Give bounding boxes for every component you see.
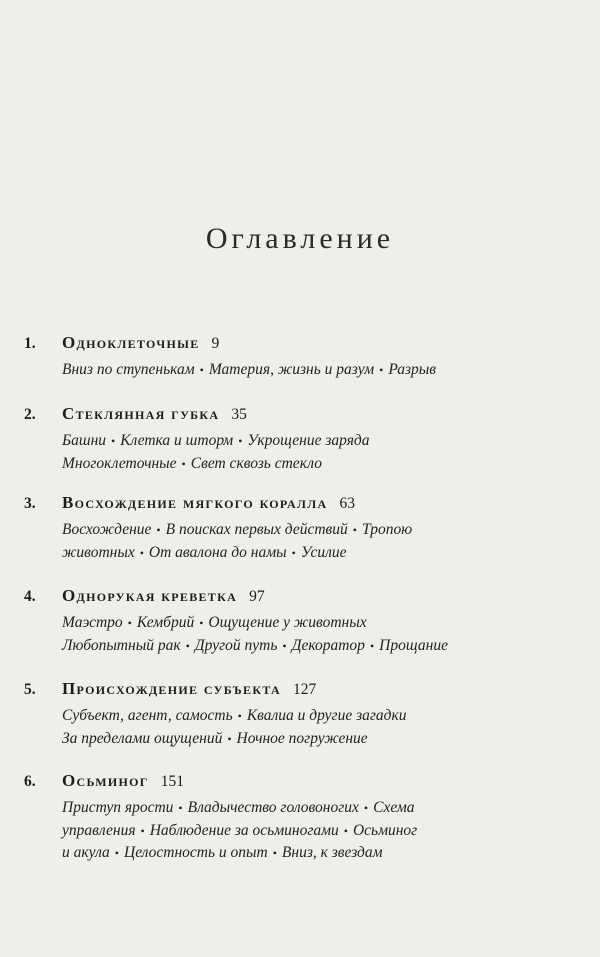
section-title: Субъект, агент, самость — [62, 707, 233, 724]
chapter-sections — [62, 797, 578, 865]
section-title: Вниз, к звездам — [281, 844, 383, 861]
chapter-sections — [62, 612, 578, 657]
section-title: Клетка и шторм — [120, 432, 234, 449]
section-line — [62, 430, 578, 453]
section-title: Свет сквозь стекло — [190, 454, 322, 472]
bullet-separator: • — [237, 709, 242, 723]
chapter-number: 1. — [24, 335, 36, 352]
bullet-separator: • — [111, 434, 116, 448]
section-title: Схема — [373, 799, 415, 816]
chapter-title: Осьминог — [62, 771, 149, 790]
section-title: Осьминог — [352, 821, 418, 839]
chapter-page-number: 97 — [249, 588, 265, 605]
section-title: Приступ ярости — [62, 799, 174, 816]
chapter-page-number: 9 — [211, 335, 220, 352]
section-line — [62, 820, 578, 843]
bullet-separator: • — [156, 523, 161, 537]
chapter-sections — [62, 430, 578, 475]
chapter-number: 6. — [24, 773, 36, 790]
section-title: Маэстро — [62, 614, 123, 631]
bullet-separator: • — [379, 363, 384, 377]
section-title: Материя, жизнь и разум — [208, 361, 375, 378]
section-title: Вниз по ступенькам — [62, 361, 195, 378]
bullet-separator: • — [343, 823, 348, 838]
bullet-separator: • — [369, 638, 375, 653]
section-title: Владычество головоногих — [187, 799, 359, 816]
section-title: и акула — [62, 844, 110, 861]
section-line — [62, 359, 578, 382]
chapter-title: Происхождение субъекта — [62, 679, 281, 698]
bullet-separator: • — [199, 616, 204, 630]
chapter-sections — [62, 519, 578, 564]
section-line — [62, 612, 578, 635]
section-title: Декоратор — [291, 636, 365, 654]
chapter-page-number: 151 — [160, 773, 184, 790]
section-title: Любопытный рак — [62, 636, 181, 654]
section-line — [62, 542, 578, 565]
section-title: Ночное погружение — [236, 729, 368, 747]
chapter-heading — [18, 770, 578, 793]
chapter-heading — [18, 332, 578, 355]
chapter-number: 3. — [24, 495, 36, 512]
section-title: Многоклеточные — [62, 454, 177, 472]
chapter-title: Стеклянная губка — [62, 404, 220, 423]
section-title: Тропою — [361, 521, 413, 538]
section-title: От авалона до намы — [148, 543, 287, 561]
section-title: Прощание — [379, 636, 448, 654]
page-title: Оглавление — [205, 222, 395, 255]
bullet-separator: • — [291, 545, 296, 560]
bullet-separator: • — [227, 731, 232, 746]
section-title: управления — [62, 821, 136, 839]
section-line — [62, 453, 578, 476]
chapter-heading — [18, 678, 578, 701]
section-title: животных — [62, 543, 135, 561]
chapter-page-number: 127 — [293, 681, 317, 698]
toc-chapter-4 — [18, 585, 578, 657]
chapter-heading — [18, 585, 578, 608]
section-line — [62, 797, 578, 820]
section-title: Другой путь — [194, 636, 278, 654]
section-title: Укрощение заряда — [247, 432, 370, 449]
chapter-title: Одноклеточные — [62, 333, 200, 352]
toc-chapter-2 — [18, 403, 578, 475]
bullet-separator: • — [140, 823, 145, 838]
chapter-sections — [62, 705, 578, 750]
section-title: Башни — [62, 432, 107, 449]
chapter-title: Восхождение мягкого коралла — [62, 493, 328, 512]
chapter-page-number: 35 — [231, 406, 247, 423]
bullet-separator: • — [114, 846, 119, 860]
section-title: Кембрий — [136, 614, 195, 631]
chapter-number: 4. — [24, 588, 36, 605]
bullet-separator: • — [363, 801, 369, 815]
section-title: Квалиа и другие загадки — [246, 707, 407, 724]
chapter-page-number: 63 — [339, 495, 355, 512]
bullet-separator: • — [181, 456, 186, 471]
bullet-separator: • — [282, 638, 287, 653]
section-line — [62, 728, 578, 751]
bullet-separator: • — [139, 545, 144, 560]
chapter-heading — [18, 403, 578, 426]
bullet-separator: • — [127, 616, 132, 630]
section-title: За пределами ощущений — [62, 729, 223, 747]
toc-chapter-3 — [18, 492, 578, 564]
section-title: Восхождение — [62, 521, 152, 538]
chapter-number: 2. — [24, 406, 36, 423]
section-line — [62, 635, 578, 658]
toc-chapter-1 — [18, 332, 578, 382]
toc-chapter-6 — [18, 770, 578, 865]
section-title: Целостность и опыт — [124, 844, 268, 861]
section-title: Разрыв — [388, 361, 436, 378]
bullet-separator: • — [272, 846, 277, 860]
bullet-separator: • — [178, 801, 183, 815]
toc-chapter-5 — [18, 678, 578, 750]
section-line — [62, 705, 578, 728]
bullet-separator: • — [199, 363, 204, 377]
section-line — [62, 519, 578, 542]
chapter-title: Однорукая креветка — [62, 586, 238, 605]
chapter-sections — [62, 359, 578, 382]
bullet-separator: • — [185, 638, 190, 653]
bullet-separator: • — [238, 434, 243, 448]
section-title: Наблюдение за осьминогами — [149, 821, 339, 839]
bullet-separator: • — [352, 523, 357, 537]
section-line — [62, 842, 578, 865]
chapter-heading — [18, 492, 578, 515]
section-title: В поисках первых действий — [165, 521, 348, 538]
section-title: Ощущение у животных — [208, 614, 367, 631]
section-title: Усилие — [300, 543, 347, 561]
chapter-number: 5. — [24, 681, 36, 698]
